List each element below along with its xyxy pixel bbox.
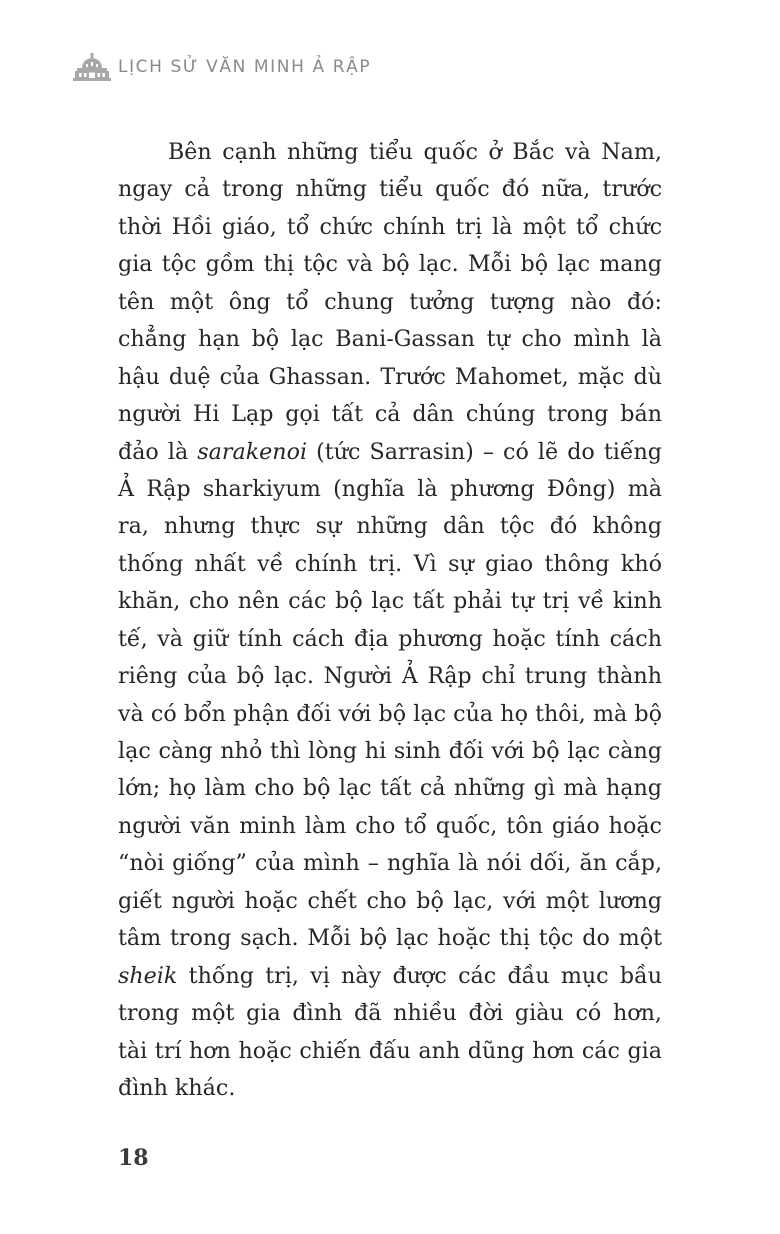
text-line xyxy=(118,920,662,957)
text-line xyxy=(118,171,662,208)
text-line xyxy=(118,583,662,620)
text-segment: “nòi giống” của mình – nghĩa là nói dối, ăn cắp, xyxy=(118,850,662,877)
text-segment: ra, nhưng thực sự những dân tộc đó không xyxy=(118,513,662,540)
text-line xyxy=(118,696,662,733)
running-header xyxy=(72,50,371,84)
text-segment: tài trí hơn hoặc chiến đấu anh dũng hơn các gia xyxy=(118,1037,662,1064)
text-segment: đình khác. xyxy=(118,1074,236,1101)
text-line xyxy=(118,1070,662,1107)
text-line xyxy=(118,284,662,321)
text-segment: tế, và giữ tính cách địa phương hoặc tính cách xyxy=(118,625,662,652)
italic-term: sarakenoi xyxy=(197,438,308,465)
text-segment: và có bổn phận đối với bộ lạc của họ thôi, mà bộ xyxy=(118,700,662,727)
text-segment: ngay cả trong những tiểu quốc đó nữa, trước xyxy=(118,176,662,203)
temple-dome-icon xyxy=(72,52,112,82)
text-segment: thống nhất về chính trị. Vì sự giao thông khó xyxy=(118,550,662,577)
text-line xyxy=(118,434,662,471)
text-line xyxy=(118,770,662,807)
text-segment: hậu duệ của Ghassan. Trước Mahomet, mặc dù xyxy=(118,363,662,390)
text-segment: lạc càng nhỏ thì lòng hi sinh đối với bộ lạc càng xyxy=(118,738,662,764)
text-segment: thống trị, vị này được các đầu mục bầu xyxy=(177,962,662,989)
book-title: LỊCH SỬ VĂN MINH Ả RẬP xyxy=(118,56,372,77)
text-segment: gia tộc gồm thị tộc và bộ lạc. Mỗi bộ lạc mang xyxy=(118,251,662,278)
text-segment: thời Hồi giáo, tổ chức chính trị là một tổ chức xyxy=(118,213,662,240)
text-line xyxy=(118,508,662,545)
text-segment: đảo là xyxy=(118,438,198,465)
text-segment: (tức Sarrasin) – có lẽ do tiếng xyxy=(307,438,663,465)
text-line xyxy=(118,396,662,433)
text-line xyxy=(118,883,662,920)
text-line xyxy=(118,733,662,770)
text-segment: người Hi Lạp gọi tất cả dân chúng trong bán xyxy=(118,401,662,428)
text-segment: người văn minh làm cho tổ quốc, tôn giáo hoặc xyxy=(118,812,662,839)
text-line xyxy=(118,209,662,246)
text-line xyxy=(118,958,662,995)
text-segment: lớn; họ làm cho bộ lạc tất cả những gì mà hạng xyxy=(118,775,662,802)
text-line xyxy=(118,995,662,1032)
page-number: 18 xyxy=(118,1145,149,1171)
text-line xyxy=(118,246,662,283)
text-line xyxy=(118,359,662,396)
text-line xyxy=(118,321,662,358)
text-segment: giết người hoặc chết cho bộ lạc, với một lương xyxy=(118,887,662,914)
text-segment: chẳng hạn bộ lạc Bani-Gassan tự cho mình là xyxy=(118,326,662,353)
text-line xyxy=(118,471,662,508)
text-line xyxy=(118,808,662,845)
body-paragraph xyxy=(118,134,662,1107)
text-segment: trong một gia đình đã nhiều đời giàu có hơn, xyxy=(118,1000,662,1027)
text-segment: tên một ông tổ chung tưởng tượng nào đó: xyxy=(118,288,662,315)
text-segment: Bên cạnh những tiểu quốc ở Bắc và Nam, xyxy=(168,139,662,165)
text-line xyxy=(118,845,662,882)
text-line xyxy=(118,621,662,658)
text-segment: khăn, cho nên các bộ lạc tất phải tự trị về kinh xyxy=(118,588,662,615)
text-segment: Ả Rập sharkiyum (nghĩa là phương Đông) mà xyxy=(118,475,662,502)
text-line xyxy=(118,134,662,171)
italic-term: sheik xyxy=(118,962,178,989)
text-line xyxy=(118,658,662,695)
text-segment: riêng của bộ lạc. Người Ả Rập chỉ trung thành xyxy=(118,663,662,690)
text-segment: tâm trong sạch. Mỗi bộ lạc hoặc thị tộc do một xyxy=(118,925,662,952)
text-line xyxy=(118,546,662,583)
text-line xyxy=(118,1033,662,1070)
